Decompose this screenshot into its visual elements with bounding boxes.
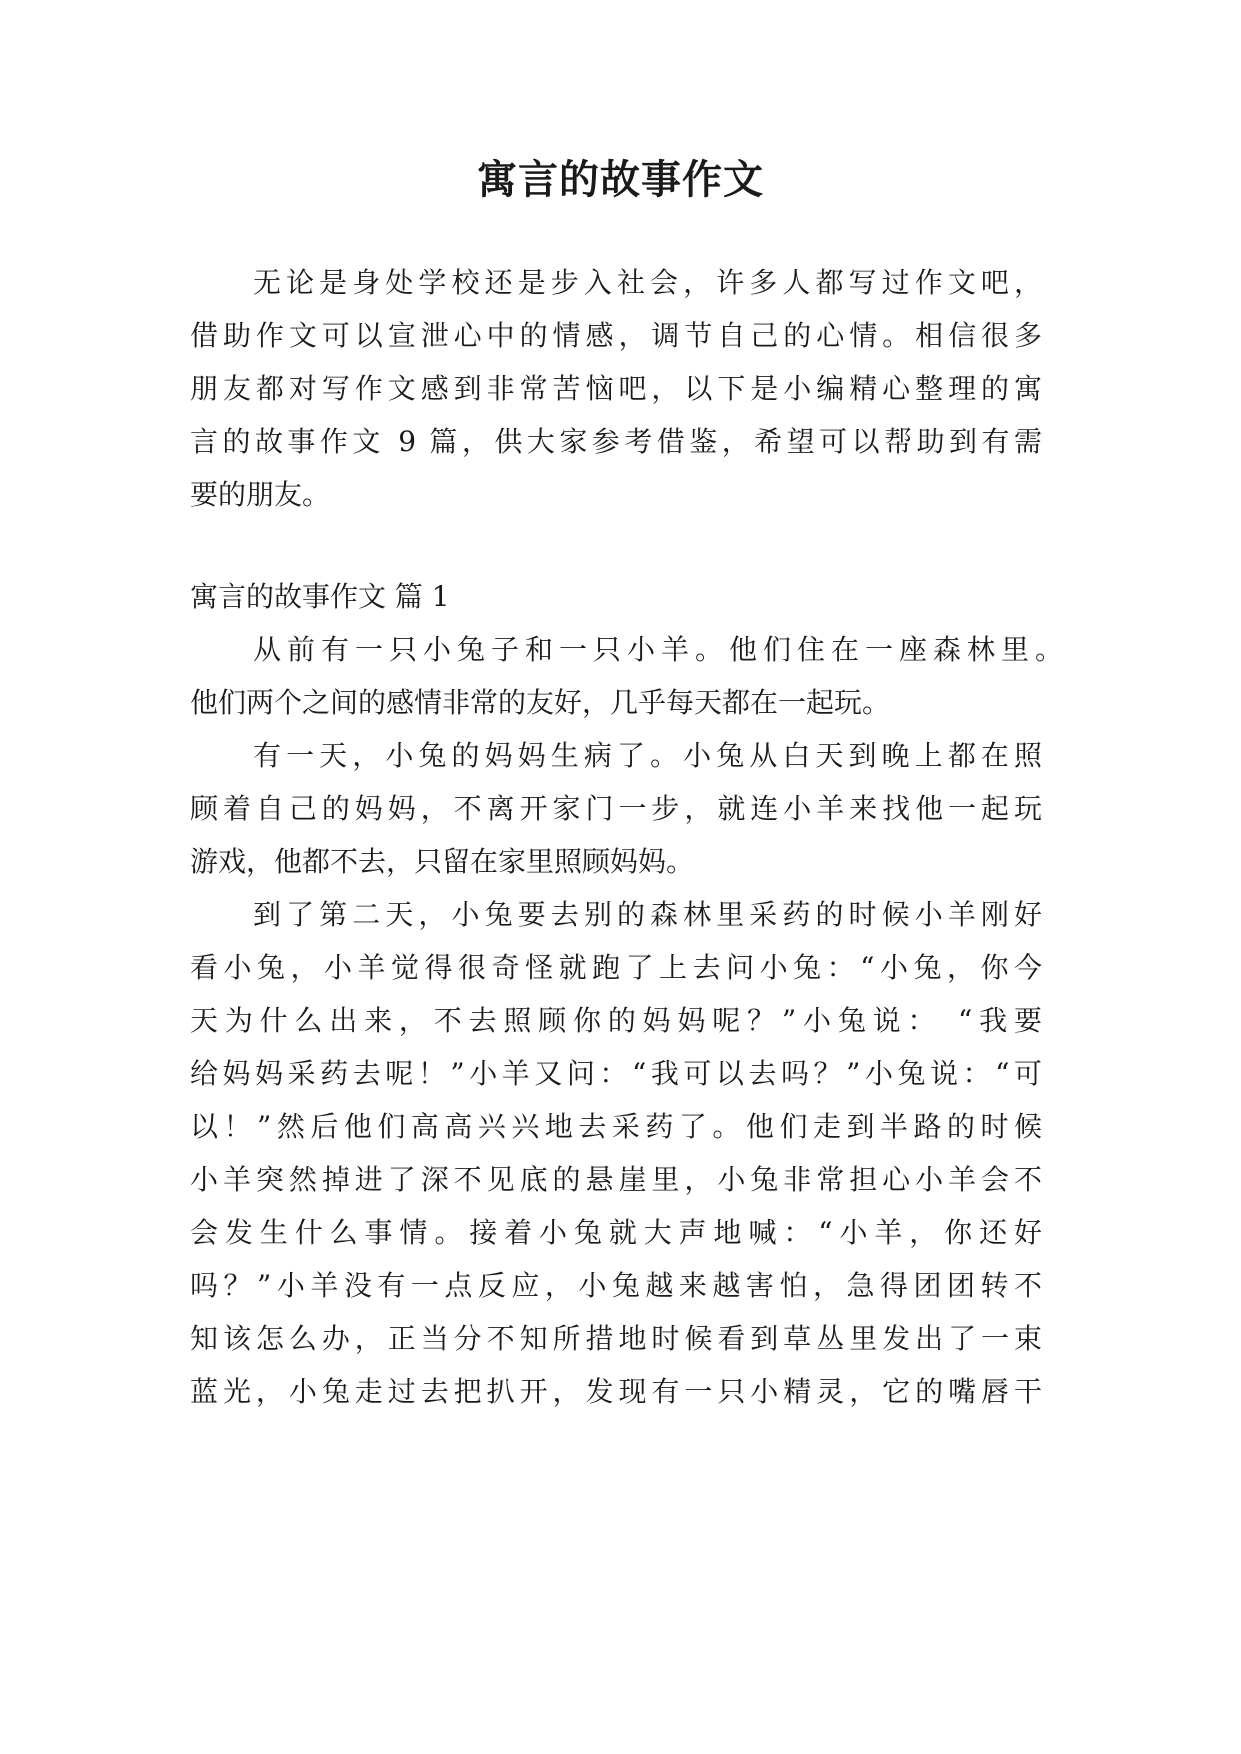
- body-line: 蓝光，小兔走过去把扒开，发现有一只小精灵，它的嘴唇干: [190, 1375, 1042, 1408]
- body-line: 他们两个之间的感情非常的友好，几乎每天都在一起玩。: [190, 686, 891, 719]
- body-line: 以！”然后他们高高兴兴地去采药了。他们走到半路的时候: [190, 1110, 1042, 1143]
- intro-line: 朋友都对写作文感到非常苦恼吧，以下是小编精心整理的寓: [190, 372, 1042, 405]
- document-title: 寓言的故事作文: [477, 156, 764, 203]
- intro-line: 言的故事作文 9 篇，供大家参考借鉴，希望可以帮助到有需: [190, 425, 1042, 458]
- body-line: 有一天，小兔的妈妈生病了。小兔从白天到晚上都在照: [253, 739, 1042, 772]
- body-line: 从前有一只小兔子和一只小羊。他们住在一座森林里。: [253, 633, 1063, 666]
- section-heading: 寓言的故事作文 篇 1: [190, 580, 450, 613]
- body-line: 会发生什么事情。接着小兔就大声地喊：“小羊，你还好: [190, 1216, 1042, 1249]
- body-line: 天为什么出来，不去照顾你的妈妈呢？”小兔说： “我要: [190, 1004, 1042, 1037]
- body-line: 游戏，他都不去，只留在家里照顾妈妈。: [190, 845, 695, 878]
- body-line: 给妈妈采药去呢！”小羊又问：“我可以去吗？”小兔说：“可: [190, 1057, 1042, 1090]
- body-line: 看小兔，小羊觉得很奇怪就跑了上去问小兔：“小兔，你今: [190, 951, 1042, 984]
- body-line: 到了第二天，小兔要去别的森林里采药的时候小羊刚好: [253, 898, 1042, 931]
- body-line: 小羊突然掉进了深不见底的悬崖里，小兔非常担心小羊会不: [190, 1163, 1042, 1196]
- intro-line: 借助作文可以宣泄心中的情感，调节自己的心情。相信很多: [190, 319, 1042, 352]
- body-line: 知该怎么办，正当分不知所措地时候看到草丛里发出了一束: [190, 1322, 1042, 1355]
- body-line: 顾着自己的妈妈，不离开家门一步，就连小羊来找他一起玩: [190, 792, 1042, 825]
- intro-line: 无论是身处学校还是步入社会，许多人都写过作文吧，: [253, 266, 1042, 299]
- body-line: 吗？”小羊没有一点反应，小兔越来越害怕，急得团团转不: [190, 1269, 1042, 1302]
- intro-line: 要的朋友。: [190, 478, 331, 511]
